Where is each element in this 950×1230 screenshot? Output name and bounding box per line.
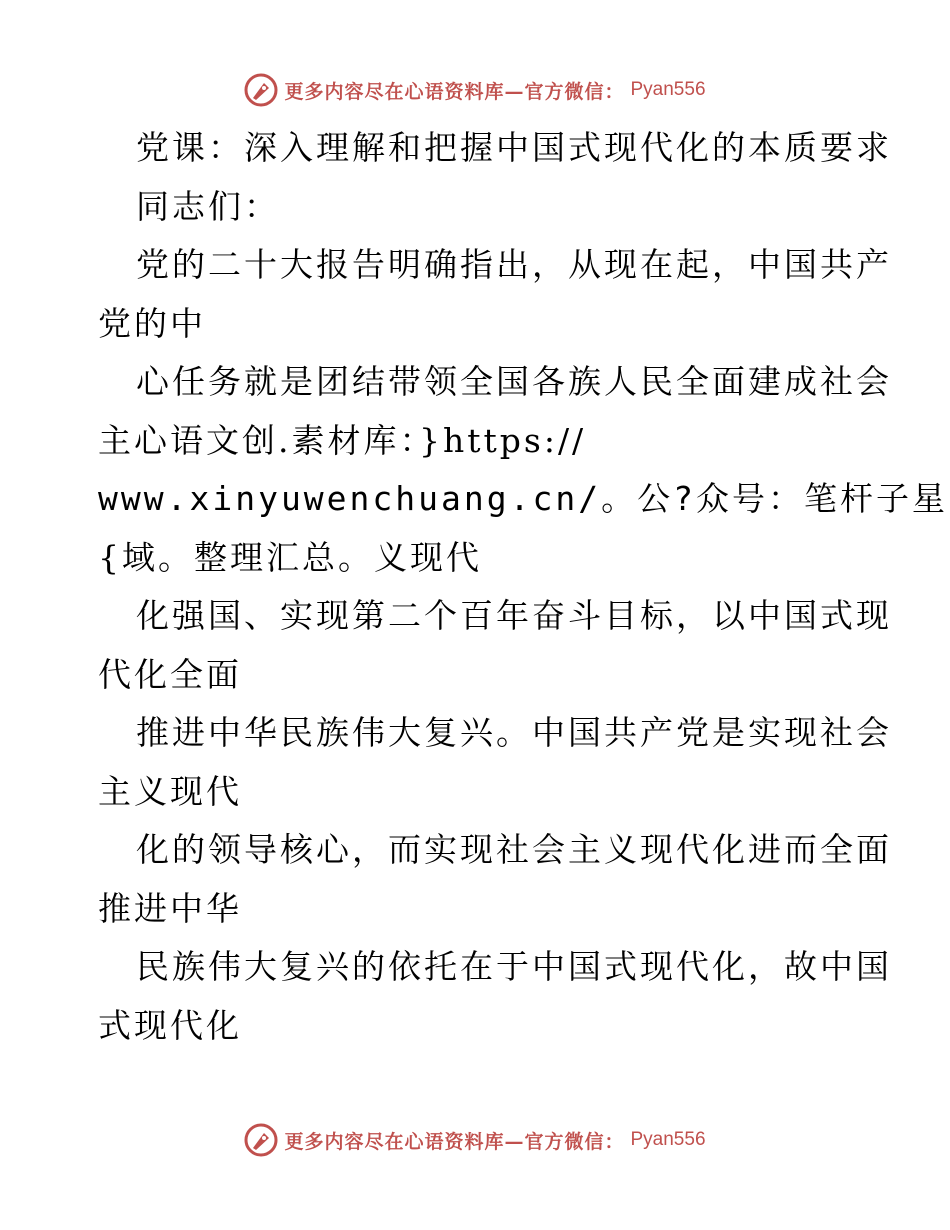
text-line: 党的二十大报告明确指出，从现在起，中国共产 bbox=[136, 245, 892, 284]
text-line: 推进中华 bbox=[98, 888, 242, 928]
pen-nib-logo-icon bbox=[244, 1123, 278, 1157]
text-line: www.xinyuwenchuang.cn/。公?众号：笔杆子星 bbox=[98, 479, 948, 518]
text-line: 主心语文创.素材库：}https:// bbox=[98, 420, 587, 460]
document-body bbox=[98, 119, 948, 1055]
text-line: 式现代化 bbox=[98, 1005, 242, 1045]
watermark-text: 更多内容尽在心语资料库—官方微信： bbox=[284, 1130, 625, 1153]
text-line: 同志们： bbox=[136, 186, 280, 226]
text-line: 化的领导核心，而实现社会主义现代化进而全面 bbox=[136, 830, 892, 869]
footer-watermark bbox=[0, 1120, 950, 1160]
text-line: 心任务就是团结带领全国各族人民全面建成社会 bbox=[136, 362, 892, 401]
text-line: 推进中华民族伟大复兴。中国共产党是实现社会 bbox=[136, 713, 892, 752]
text-line: {域。整理汇总。义现代 bbox=[98, 537, 482, 577]
wechat-id: Pyan556 bbox=[630, 79, 706, 100]
watermark-text: 更多内容尽在心语资料库—官方微信： bbox=[284, 80, 625, 103]
pen-nib-logo-icon bbox=[244, 73, 278, 107]
text-line: 民族伟大复兴的依托在于中国式现代化，故中国 bbox=[136, 947, 892, 986]
text-line: 党课：深入理解和把握中国式现代化的本质要求 bbox=[136, 128, 892, 167]
text-line: 代化全面 bbox=[98, 654, 242, 694]
header-watermark bbox=[0, 70, 950, 110]
text-line: 化强国、实现第二个百年奋斗目标，以中国式现 bbox=[136, 596, 892, 635]
text-line: 主义现代 bbox=[98, 771, 242, 811]
wechat-id: Pyan556 bbox=[630, 1129, 706, 1150]
text-line: 党的中 bbox=[98, 303, 206, 343]
